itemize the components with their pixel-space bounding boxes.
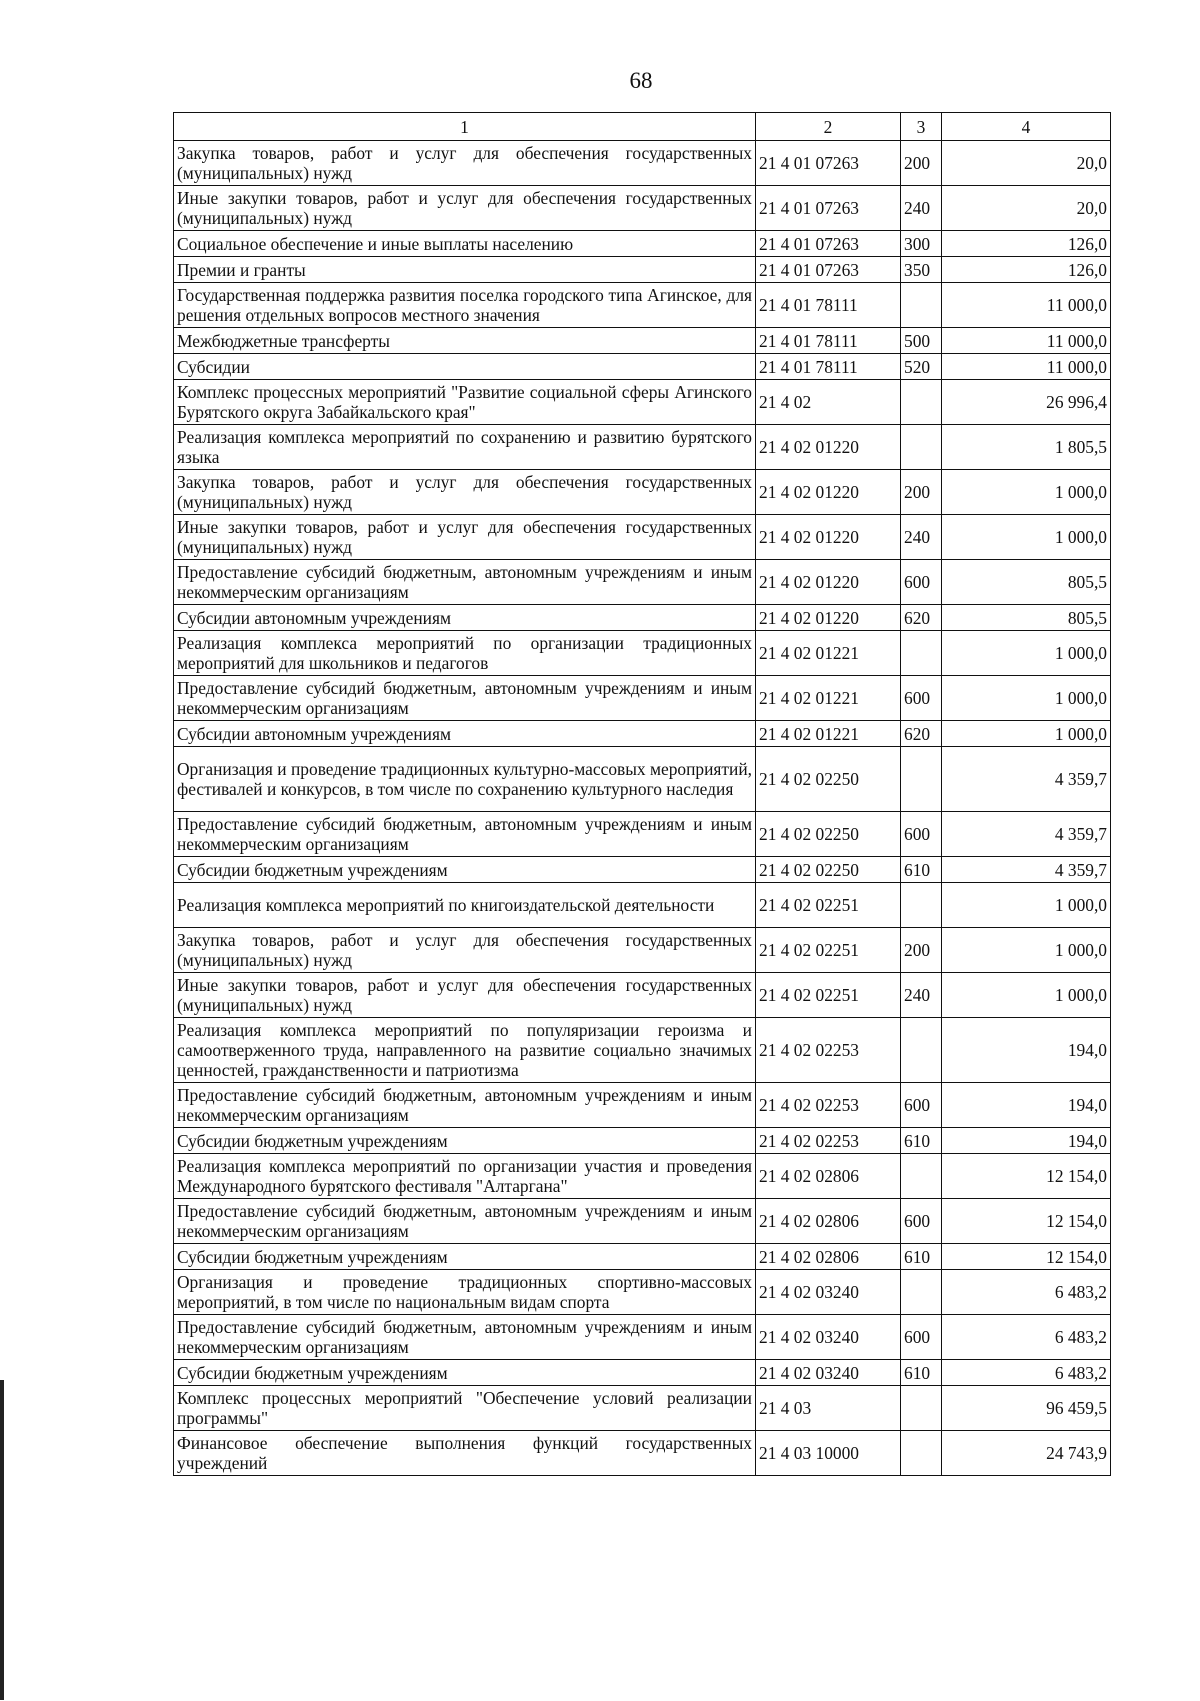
row-amount: 805,5 (942, 560, 1111, 605)
row-amount: 1 000,0 (942, 883, 1111, 928)
table-row (174, 380, 1111, 425)
row-name: Реализация комплекса мероприятий по организации традиционных мероприятий для школьников и педагогов (174, 631, 756, 676)
row-amount: 4 359,7 (942, 857, 1111, 883)
row-amount: 96 459,5 (942, 1386, 1111, 1431)
row-name: Предоставление субсидий бюджетным, автономным учреждениям и иным некоммерческим организациям (174, 1199, 756, 1244)
row-amount: 1 805,5 (942, 425, 1111, 470)
table-header-row (174, 113, 1111, 141)
row-amount: 24 743,9 (942, 1431, 1111, 1476)
row-expense-type (901, 1386, 942, 1431)
table-row (174, 1360, 1111, 1386)
row-name: Организация и проведение традиционных культурно-массовых мероприятий, фестивалей и конкурсов, в том числе по сохранению культурного наследия (174, 747, 756, 812)
row-name: Организация и проведение традиционных спортивно-массовых мероприятий, в том числе по национальным видам спорта (174, 1270, 756, 1315)
table-row (174, 631, 1111, 676)
table-row (174, 1154, 1111, 1199)
row-code: 21 4 02 02253 (756, 1083, 901, 1128)
table-row (174, 1431, 1111, 1476)
row-amount: 1 000,0 (942, 928, 1111, 973)
row-amount: 20,0 (942, 186, 1111, 231)
row-amount: 1 000,0 (942, 973, 1111, 1018)
row-code: 21 4 02 01221 (756, 721, 901, 747)
row-name: Иные закупки товаров, работ и услуг для обеспечения государственных (муниципальных) нужд (174, 973, 756, 1018)
row-expense-type: 200 (901, 928, 942, 973)
row-code: 21 4 02 (756, 380, 901, 425)
header-col-4: 4 (942, 113, 1111, 141)
row-amount: 1 000,0 (942, 631, 1111, 676)
row-amount: 20,0 (942, 141, 1111, 186)
row-name: Предоставление субсидий бюджетным, автономным учреждениям и иным некоммерческим организациям (174, 1315, 756, 1360)
row-name: Субсидии автономным учреждениям (174, 721, 756, 747)
row-amount: 4 359,7 (942, 812, 1111, 857)
row-expense-type: 610 (901, 1360, 942, 1386)
table-row (174, 186, 1111, 231)
row-name: Реализация комплекса мероприятий по организации участия и проведения Международного бурятского фестиваля "Алтаргана" (174, 1154, 756, 1199)
row-name: Субсидии бюджетным учреждениям (174, 1244, 756, 1270)
row-expense-type: 620 (901, 721, 942, 747)
row-amount: 11 000,0 (942, 354, 1111, 380)
row-name: Предоставление субсидий бюджетным, автономным учреждениям и иным некоммерческим организациям (174, 1083, 756, 1128)
row-expense-type: 200 (901, 470, 942, 515)
row-amount: 805,5 (942, 605, 1111, 631)
row-expense-type (901, 425, 942, 470)
row-code: 21 4 02 02250 (756, 812, 901, 857)
row-expense-type (901, 1018, 942, 1083)
row-code: 21 4 01 07263 (756, 186, 901, 231)
row-expense-type (901, 747, 942, 812)
row-amount: 6 483,2 (942, 1360, 1111, 1386)
row-expense-type: 600 (901, 1199, 942, 1244)
row-expense-type: 600 (901, 560, 942, 605)
row-expense-type: 610 (901, 1128, 942, 1154)
row-name: Субсидии бюджетным учреждениям (174, 1360, 756, 1386)
table-row (174, 1128, 1111, 1154)
row-code: 21 4 02 02251 (756, 928, 901, 973)
row-amount: 6 483,2 (942, 1315, 1111, 1360)
row-amount: 12 154,0 (942, 1154, 1111, 1199)
row-expense-type: 610 (901, 857, 942, 883)
table-row (174, 1083, 1111, 1128)
row-expense-type (901, 1270, 942, 1315)
row-amount: 194,0 (942, 1083, 1111, 1128)
row-code: 21 4 02 03240 (756, 1270, 901, 1315)
budget-table (173, 112, 1111, 1476)
row-expense-type: 500 (901, 328, 942, 354)
row-name: Субсидии бюджетным учреждениям (174, 857, 756, 883)
row-expense-type: 300 (901, 231, 942, 257)
table-row (174, 354, 1111, 380)
page-number: 68 (629, 68, 653, 93)
row-code: 21 4 01 78111 (756, 283, 901, 328)
row-expense-type: 600 (901, 1083, 942, 1128)
row-amount: 26 996,4 (942, 380, 1111, 425)
row-expense-type: 600 (901, 676, 942, 721)
table-row (174, 1386, 1111, 1431)
row-expense-type (901, 380, 942, 425)
scan-edge-line (0, 1380, 4, 1700)
row-code: 21 4 02 03240 (756, 1360, 901, 1386)
row-code: 21 4 01 07263 (756, 231, 901, 257)
row-amount: 11 000,0 (942, 283, 1111, 328)
table-row (174, 515, 1111, 560)
row-expense-type: 600 (901, 812, 942, 857)
row-expense-type: 610 (901, 1244, 942, 1270)
table-row (174, 328, 1111, 354)
row-expense-type (901, 283, 942, 328)
row-expense-type: 620 (901, 605, 942, 631)
row-name: Комплекс процессных мероприятий "Развитие социальной сферы Агинского Бурятского округа Забайкальского края" (174, 380, 756, 425)
row-amount: 12 154,0 (942, 1244, 1111, 1270)
row-amount: 194,0 (942, 1128, 1111, 1154)
row-amount: 4 359,7 (942, 747, 1111, 812)
table-row (174, 721, 1111, 747)
row-code: 21 4 02 02806 (756, 1154, 901, 1199)
row-code: 21 4 02 02250 (756, 857, 901, 883)
header-col-1: 1 (174, 113, 756, 141)
row-amount: 6 483,2 (942, 1270, 1111, 1315)
row-name: Комплекс процессных мероприятий "Обеспечение условий реализации программы" (174, 1386, 756, 1431)
row-expense-type: 350 (901, 257, 942, 283)
row-code: 21 4 02 01221 (756, 631, 901, 676)
table-row (174, 425, 1111, 470)
row-code: 21 4 02 03240 (756, 1315, 901, 1360)
row-expense-type: 200 (901, 141, 942, 186)
row-code: 21 4 02 01221 (756, 676, 901, 721)
row-expense-type (901, 1431, 942, 1476)
row-amount: 1 000,0 (942, 470, 1111, 515)
row-name: Финансовое обеспечение выполнения функций государственных учреждений (174, 1431, 756, 1476)
row-name: Субсидии бюджетным учреждениям (174, 1128, 756, 1154)
table-row (174, 928, 1111, 973)
table-row (174, 857, 1111, 883)
row-expense-type (901, 631, 942, 676)
table-row (174, 1244, 1111, 1270)
table-row (174, 283, 1111, 328)
row-expense-type: 240 (901, 973, 942, 1018)
table-row (174, 747, 1111, 812)
row-name: Премии и гранты (174, 257, 756, 283)
row-name: Государственная поддержка развития поселка городского типа Агинское, для решения отдельных вопросов местного значения (174, 283, 756, 328)
row-code: 21 4 02 01220 (756, 605, 901, 631)
table-row (174, 1270, 1111, 1315)
row-code: 21 4 01 78111 (756, 328, 901, 354)
row-expense-type: 600 (901, 1315, 942, 1360)
table-row (174, 812, 1111, 857)
row-code: 21 4 03 10000 (756, 1431, 901, 1476)
row-amount: 12 154,0 (942, 1199, 1111, 1244)
row-code: 21 4 02 02806 (756, 1199, 901, 1244)
row-name: Реализация комплекса мероприятий по сохранению и развитию бурятского языка (174, 425, 756, 470)
row-amount: 1 000,0 (942, 721, 1111, 747)
row-name: Субсидии (174, 354, 756, 380)
row-code: 21 4 01 78111 (756, 354, 901, 380)
row-code: 21 4 02 02250 (756, 747, 901, 812)
row-name: Реализация комплекса мероприятий по популяризации героизма и самоотверженного труда, направленного на развитие социально значимых ценностей, гражданственности и патриотизма (174, 1018, 756, 1083)
table-row (174, 470, 1111, 515)
table-row (174, 1199, 1111, 1244)
table-row (174, 1315, 1111, 1360)
row-code: 21 4 02 02253 (756, 1128, 901, 1154)
row-code: 21 4 02 01220 (756, 560, 901, 605)
row-name: Иные закупки товаров, работ и услуг для обеспечения государственных (муниципальных) нужд (174, 186, 756, 231)
row-code: 21 4 02 02806 (756, 1244, 901, 1270)
row-amount: 11 000,0 (942, 328, 1111, 354)
row-code: 21 4 02 01220 (756, 470, 901, 515)
row-name: Закупка товаров, работ и услуг для обеспечения государственных (муниципальных) нужд (174, 928, 756, 973)
row-expense-type: 520 (901, 354, 942, 380)
row-name: Предоставление субсидий бюджетным, автономным учреждениям и иным некоммерческим организациям (174, 812, 756, 857)
table-row (174, 560, 1111, 605)
row-code: 21 4 03 (756, 1386, 901, 1431)
row-name: Социальное обеспечение и иные выплаты населению (174, 231, 756, 257)
row-amount: 126,0 (942, 231, 1111, 257)
row-name: Межбюджетные трансферты (174, 328, 756, 354)
row-name: Иные закупки товаров, работ и услуг для обеспечения государственных (муниципальных) нужд (174, 515, 756, 560)
row-name: Субсидии автономным учреждениям (174, 605, 756, 631)
row-code: 21 4 02 01220 (756, 515, 901, 560)
table-row (174, 676, 1111, 721)
row-code: 21 4 02 02251 (756, 973, 901, 1018)
row-code: 21 4 02 02253 (756, 1018, 901, 1083)
row-name: Закупка товаров, работ и услуг для обеспечения государственных (муниципальных) нужд (174, 470, 756, 515)
row-code: 21 4 02 01220 (756, 425, 901, 470)
row-code: 21 4 01 07263 (756, 257, 901, 283)
row-name: Закупка товаров, работ и услуг для обеспечения государственных (муниципальных) нужд (174, 141, 756, 186)
row-expense-type (901, 1154, 942, 1199)
table-row (174, 973, 1111, 1018)
table-row (174, 883, 1111, 928)
row-name: Реализация комплекса мероприятий по книгоиздательской деятельности (174, 883, 756, 928)
row-expense-type: 240 (901, 515, 942, 560)
table-row (174, 231, 1111, 257)
row-amount: 194,0 (942, 1018, 1111, 1083)
row-name: Предоставление субсидий бюджетным, автономным учреждениям и иным некоммерческим организациям (174, 560, 756, 605)
row-amount: 1 000,0 (942, 676, 1111, 721)
row-code: 21 4 02 02251 (756, 883, 901, 928)
header-col-2: 2 (756, 113, 901, 141)
table-row (174, 1018, 1111, 1083)
header-col-3: 3 (901, 113, 942, 141)
row-expense-type (901, 883, 942, 928)
row-expense-type: 240 (901, 186, 942, 231)
row-amount: 1 000,0 (942, 515, 1111, 560)
table-row (174, 605, 1111, 631)
table-row (174, 141, 1111, 186)
row-name: Предоставление субсидий бюджетным, автономным учреждениям и иным некоммерческим организациям (174, 676, 756, 721)
table-body (174, 141, 1111, 1476)
row-code: 21 4 01 07263 (756, 141, 901, 186)
row-amount: 126,0 (942, 257, 1111, 283)
table-row (174, 257, 1111, 283)
